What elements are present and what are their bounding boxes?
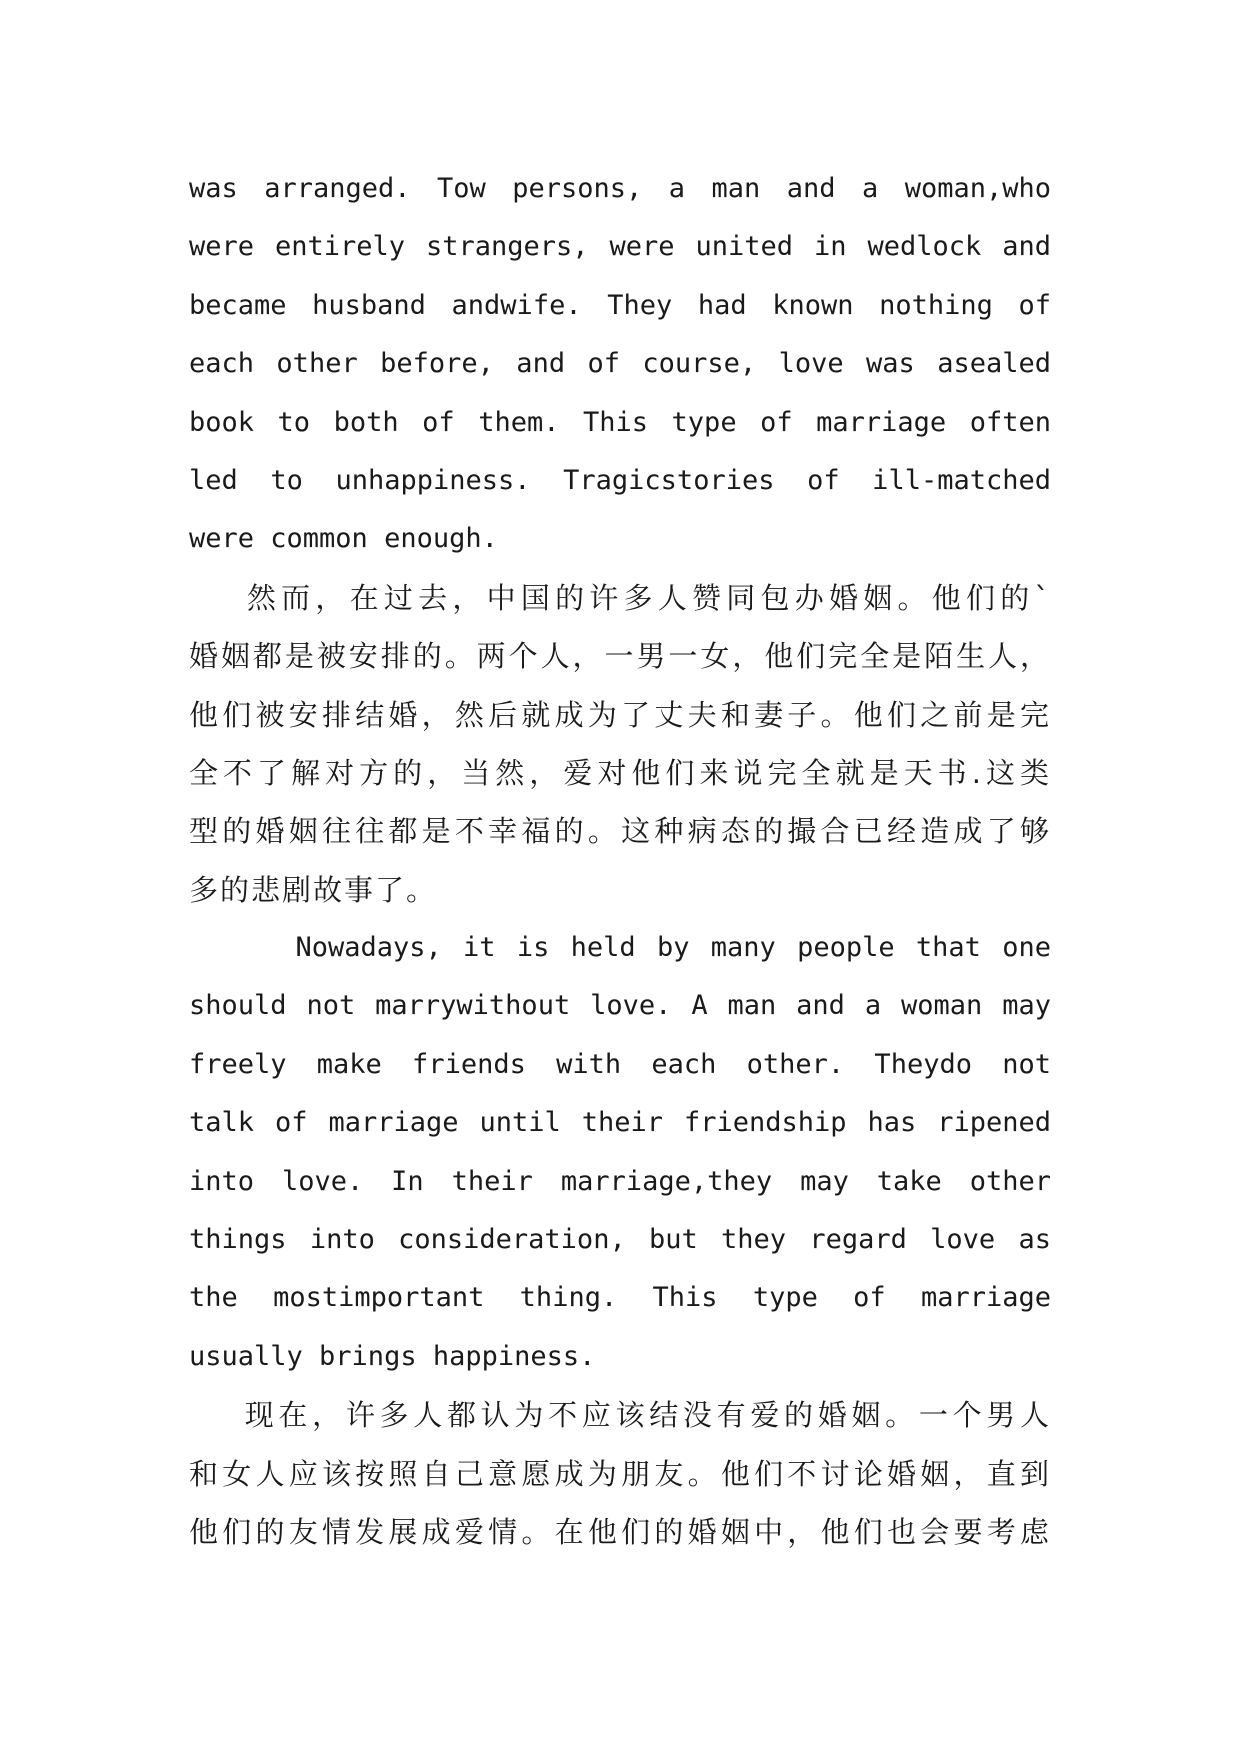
text-line: things into consideration, but they regard love as: [189, 1224, 1051, 1256]
text-line: 和女人应该按照自己意愿成为朋友。他们不讨论婚姻，直到: [189, 1456, 1051, 1491]
text-line: the mostimportant thing. This type of marriage: [189, 1282, 1051, 1314]
text-line: were entirely strangers, were united in wedlock and: [189, 231, 1051, 263]
text-line: should not marrywithout love. A man and a woman may: [189, 990, 1051, 1022]
text-line: talk of marriage until their friendship has ripened: [189, 1107, 1051, 1139]
text-line: each other before, and of course, love was asealed: [189, 348, 1051, 380]
text-line: usually brings happiness.: [189, 1340, 596, 1372]
text-line: Nowadays, it is held by many people that one: [189, 932, 1051, 964]
text-line: freely make friends with each other. Theydo not: [189, 1048, 1051, 1080]
text-line: book to both of them. This type of marriage often: [189, 406, 1051, 438]
text-line: 婚姻都是被安排的。两个人，一男一女，他们完全是陌生人，: [189, 639, 1051, 674]
text-line: were common enough.: [189, 523, 498, 555]
text-line: 然而，在过去，中国的许多人赞同包办婚姻。他们的`: [189, 580, 1051, 615]
text-line: 他们的友情发展成爱情。在他们的婚姻中，他们也会要考虑: [189, 1514, 1051, 1549]
text-line: was arranged. Tow persons, a man and a woman,who: [189, 173, 1051, 204]
text-line: 多的悲剧故事了。: [189, 872, 438, 907]
text-line: 现在，许多人都认为不应该结没有爱的婚姻。一个男人: [189, 1398, 1051, 1433]
text-line: led to unhappiness. Tragicstories of ill-matched: [189, 464, 1051, 496]
text-line: 型的婚姻往往都是不幸福的。这种病态的撮合已经造成了够: [189, 814, 1051, 849]
text-line: 他们被安排结婚，然后就成为了丈夫和妻子。他们之前是完: [189, 697, 1051, 732]
body-text: [189, 160, 1051, 1561]
text-line: became husband andwife. They had known nothing of: [189, 289, 1051, 321]
text-line: 全不了解对方的，当然，爱对他们来说完全就是天书.这类: [189, 755, 1051, 790]
text-line: into love. In their marriage,they may take other: [189, 1165, 1051, 1197]
